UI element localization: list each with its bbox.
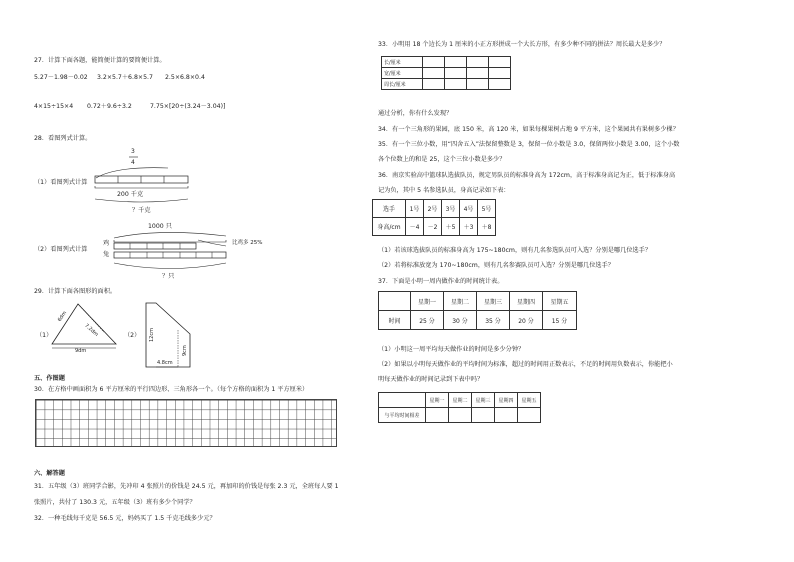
table-header: 星期五 (518, 393, 541, 408)
table-header: 星期三 (472, 393, 495, 408)
q28-p1-total: 200 千克 (117, 191, 144, 198)
drawing-grid[interactable] (35, 399, 337, 447)
q27-expr: 3.2×5.7＋6.8×5.7 (97, 74, 153, 81)
table-header: 星期一 (426, 393, 449, 408)
table-header (379, 292, 411, 311)
q33-table (381, 56, 511, 90)
table-header: 星期二 (449, 393, 472, 408)
q28-p1-label: （1）看图列式计算 (34, 179, 88, 186)
q27-expr: 0.72＋9.6÷3.2 (87, 103, 132, 110)
table-cell: 时间 (379, 311, 411, 330)
q28-p2-label: （2）看图列式计算 (34, 246, 88, 253)
q27-expr: 7.75×[20÷(3.24－3.04)] (150, 103, 226, 110)
table-header: 4号 (460, 200, 478, 218)
table-cell: ＋8 (478, 218, 496, 236)
q28-p2-note: 比鸡多 25% (232, 240, 263, 246)
table-cell[interactable] (472, 408, 495, 423)
q28-p2-row-rabbit: 兔 (103, 251, 110, 258)
q28-p2-total: 1000 只 (148, 223, 172, 230)
table-cell[interactable] (449, 408, 472, 423)
fraction-denominator: 4 (131, 159, 135, 166)
table-cell: －2 (424, 218, 442, 236)
q27-title: 27．计算下面各题，能简便计算的要简便计算。 (34, 57, 166, 64)
section-6-heading: 六、解答题 (34, 470, 65, 477)
q37-text: 37．下面是小明一周内做作业的时间统计表。 (378, 278, 504, 285)
table-cell: 15 分 (543, 311, 577, 330)
table-cell: －4 (406, 218, 424, 236)
q28-p2-question: ？只 (162, 273, 175, 280)
q29-title: 29．计算下面各图形的面积。 (34, 288, 117, 295)
table-header: 星期三 (477, 292, 510, 311)
table-cell[interactable] (518, 408, 541, 423)
q35-text: 35．有一个三位小数，用“四舍五入”法保留整数是 3，保留一位小数是 3.0，保留两位小数是 3.00，这个小数 (378, 141, 680, 148)
q37-sub2: （2）如果以小明每天做作业的平均时间为标准，超过的时间用正数表示，不足的时间用负数表示，你能把小 (378, 361, 673, 368)
table-cell: ＋5 (442, 218, 460, 236)
section-5-heading: 五、作图题 (34, 375, 65, 382)
q28-p1-question: ？千克 (132, 207, 151, 214)
table-header: 5号 (478, 200, 496, 218)
table-header: 选手 (373, 200, 406, 218)
q29-fig1-base: 9dm (75, 348, 87, 354)
table-cell: 20 分 (510, 311, 543, 330)
q29-fig1-side-b: 7.2dm (83, 322, 100, 338)
q29-fig2-base: 4.8cm (157, 360, 173, 366)
q29-fig1-label: （1） (36, 332, 53, 339)
q37-sub2-cont: 明每天做作业的时间记录到下表中吗？ (378, 376, 484, 383)
table-cell: 35 分 (477, 311, 510, 330)
q36-sub1: （1）若该球选拔队员的标准身高为 175~180cm，则有几名参选队员可入选？分别是哪几位选手？ (378, 247, 652, 254)
q27-expr: 2.5×6.8×0.4 (165, 74, 205, 81)
q29-fig2-right: 9cm (182, 345, 188, 356)
table-row-label: 长/厘米 (382, 57, 423, 68)
q31-text-cont: 张照片，共付了 130.3 元，五年级（3）班有多少个同学？ (34, 499, 196, 506)
table-header: 星期五 (543, 292, 577, 311)
q35-text-cont: 各个位数上的和是 25，这个三位小数是多少？ (378, 156, 506, 163)
q29-fig2-label: （2） (124, 332, 141, 339)
q36-sub2: （2）若将标准放宽为 170~180cm，则有几名参赛队员可入选？分别是哪几位选手？ (378, 262, 614, 269)
q36-text: 36．南京实验高中篮球队选拔队员，规定男队员的标准身高为 172cm，高于标准身高记为正，低于标准身高 (378, 172, 676, 179)
q37-table-2 (378, 392, 541, 423)
q27-expr: 5.27－1.98－0.02 (34, 74, 88, 81)
q27-expr: 4×15÷15×4 (34, 103, 74, 110)
q29-fig2-left: 12cm (149, 328, 155, 342)
q28-title: 28．看图列式计算。 (34, 135, 92, 142)
q29-fig1-side-a: 6dm (56, 310, 69, 323)
table-cell: 与平均时间相差 (379, 408, 426, 423)
table-header: 星期一 (411, 292, 444, 311)
table-header: 星期二 (444, 292, 477, 311)
table-row-label: 周长/厘米 (382, 79, 423, 90)
q28-p2-row-chicken: 鸡 (103, 240, 110, 247)
q33-followup: 通过分析，你有什么发现？ (378, 110, 453, 117)
q31-text: 31．五年级（3）班同学合影，先冲印 4 张照片的价钱是 24.5 元，再加印的价钱是每张 2.3 元，全班每人要 1 (34, 483, 339, 490)
table-header (379, 393, 426, 408)
q33-text: 33．小明用 18 个边长为 1 厘米的小正方形拼成一个大长方形，有多少种不同的拼法？周长最大是多少？ (378, 41, 666, 48)
table-header: 1号 (406, 200, 424, 218)
table-cell[interactable] (426, 408, 449, 423)
table-header: 星期四 (495, 393, 518, 408)
table-cell: 30 分 (444, 311, 477, 330)
q37-table (378, 291, 577, 330)
q30-text: 30．在方格中画面积为 6 平方厘米的平行四边形、三角形各一个。（每个方格的面积为 1 平方厘米） (34, 386, 309, 393)
q36-table (372, 199, 496, 236)
q32-text: 32．一种毛线每千克是 56.5 元，妈妈买了 1.5 千克毛线多少元？ (34, 515, 216, 522)
table-row-label: 宽/厘米 (382, 68, 423, 79)
table-cell: ＋3 (460, 218, 478, 236)
q37-sub1: （1）小明这一周平均每天做作业的时间是多少分钟？ (378, 346, 525, 353)
table-cell[interactable] (495, 408, 518, 423)
fraction-numerator: 3 (131, 148, 135, 155)
q36-text-cont: 记为负，其中 5 名参选队员，身高记录如下表： (378, 187, 510, 194)
table-header: 星期四 (510, 292, 543, 311)
q34-text: 34．有一个三角形的果园，底 150 米，高 120 米，如果每棵果树占地 9 平方米，这个果园共有果树多少棵？ (378, 126, 679, 133)
table-cell: 身高/cm (373, 218, 406, 236)
table-cell: 25 分 (411, 311, 444, 330)
table-header: 3号 (442, 200, 460, 218)
table-header: 2号 (424, 200, 442, 218)
